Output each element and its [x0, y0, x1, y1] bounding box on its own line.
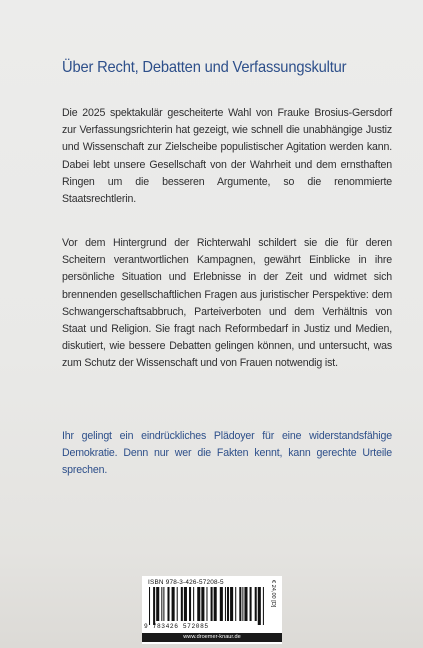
blurb-paragraph-1: Die 2025 spektakulär gescheiterte Wahl von Frauke Brosius-Gersdorf zur Verfassungsrichterin hat gezeigt, wie schnell die unabhängige Justiz und Wissenschaft zur Zielscheibe populistischer Agitation werden kann. Dabei lebt unsere Gesellschaft von der Wahrheit und dem ernsthaften Ringen um die besseren Argumente, so die renommierte Staatsrechtlerin.: [62, 107, 392, 206]
price-label: € 24,00 [D]: [270, 580, 276, 608]
barcode-digits: 9 783426 572085: [144, 623, 209, 630]
barcode-label: [142, 576, 282, 644]
barcode-icon: [149, 587, 267, 625]
publisher-url: www.droemer-knaur.de: [183, 634, 241, 640]
isbn-text: ISBN 978-3-426-57208-5: [148, 579, 224, 586]
blurb-paragraph-highlight: Ihr gelingt ein eindrückliches Plädoyer für eine widerstandsfähige Demokratie. Denn nur wer die Fakten kennt, kann gerechte Urteile sprechen.: [62, 430, 392, 477]
blurb-paragraph-2: Vor dem Hintergrund der Richterwahl schildert sie die für deren Scheitern verantwortlichen Kampagnen, gewährt Einblicke in ihre persönliche Situation und Erlebnisse in der Zeit und widmet sich brennenden gesellschaftlichen Fragen aus juristischer Perspektive: dem Schwangerschaftsabbruch, Parteiverboten und dem Verhältnis von Staat und Religion. Sie fragt nach Reformbedarf in Justiz und Medien, diskutiert, wie bessere Debatten gelingen können, und untersucht, was zum Schutz der Wissenschaft und von Frauen notwendig ist.: [62, 237, 392, 370]
cover-headline: Über Recht, Debatten und Verfassungskultur: [62, 59, 347, 76]
publisher-url-strip: [142, 633, 282, 642]
